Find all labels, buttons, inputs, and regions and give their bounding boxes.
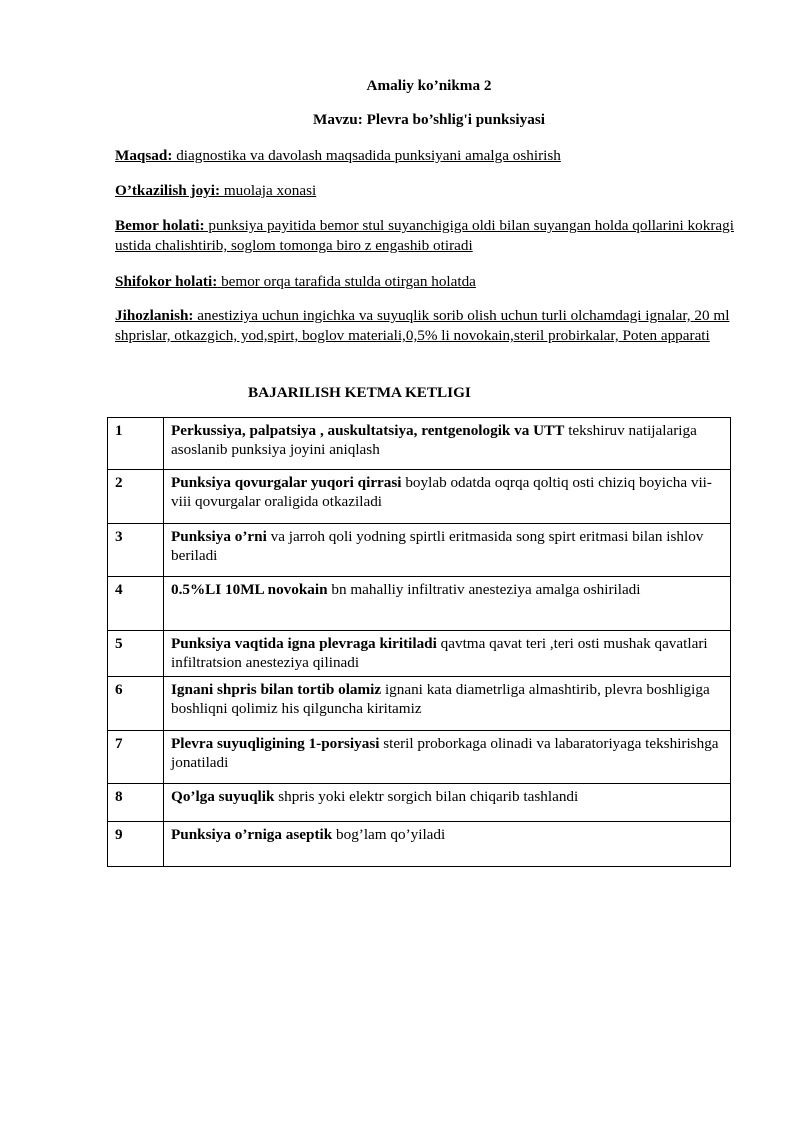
step-number: 7 <box>108 731 164 784</box>
field-value: punksiya payitida bemor stul suyanchigiga oldi bilan suyangan holda qollarini kokragi ustida chalishtirib, soglom tomonga biro z engashib otiradi <box>115 217 734 254</box>
step-text <box>164 677 731 731</box>
step-bold-text: Qo’lga suyuqlik <box>171 788 275 805</box>
table-row <box>108 631 731 677</box>
field-value: anestiziya uchun ingichka va suyuqlik sorib olish uchun turli olchamdagi ignalar, 20 ml shprislar, otkazgich, yod,spirt, boglov materiali,0,5% li novokain,steril probirkalar, Poten apparati <box>115 307 730 344</box>
step-number: 8 <box>108 784 164 822</box>
step-rest-text: boylab odatda oqrqa qoltiq osti chiziq boyicha vii-viii qovurgalar oraligida otkaziladi <box>171 474 712 510</box>
step-bold-text: 0.5%LI 10ML novokain <box>171 581 328 598</box>
field-value: bemor orqa tarafida stulda otirgan holatda <box>217 273 476 290</box>
step-number: 5 <box>108 631 164 677</box>
step-text <box>164 577 731 631</box>
table-row <box>108 677 731 731</box>
step-rest-text: tekshiruv natijalariga asoslanib punksiya joyini aniqlash <box>171 422 697 458</box>
field-label: Jihozlanish: <box>115 307 194 324</box>
step-text <box>164 524 731 577</box>
document-topic: Mavzu: Plevra bo’shlig'i punksiyasi <box>313 111 545 128</box>
field-maqsad <box>115 146 740 166</box>
step-number: 3 <box>108 524 164 577</box>
step-text <box>164 631 731 677</box>
field-label: Bemor holati: <box>115 217 205 234</box>
step-bold-text: Plevra suyuqligining 1-porsiyasi <box>171 735 380 752</box>
field-value: muolaja xonasi <box>220 182 317 199</box>
table-row <box>108 731 731 784</box>
document-title: Amaliy ko’nikma 2 <box>366 77 492 94</box>
step-rest-text: bn mahalliy infiltrativ anesteziya amalga oshiriladi <box>327 581 641 598</box>
table-row <box>108 418 731 470</box>
sequence-heading: BAJARILISH KETMA KETLIGI <box>248 384 471 401</box>
field-bemor-holati <box>115 216 740 256</box>
table-row <box>108 784 731 822</box>
step-rest-text: qavtma qavat teri ,teri osti mushak qavatlari infiltratsion anesteziya qilinadi <box>171 635 708 671</box>
table-row <box>108 577 731 631</box>
field-label: Maqsad: <box>115 147 173 164</box>
step-rest-text: bog’lam qo’yiladi <box>332 826 446 843</box>
step-text <box>164 822 731 867</box>
field-shifokor-holati <box>115 272 740 292</box>
field-label: O’tkazilish joyi: <box>115 182 221 199</box>
step-rest-text: ignani kata diametrliga almashtirib, plevra boshligiga boshliqni qolimiz his qilguncha kiritamiz <box>171 681 710 717</box>
field-jihozlanish <box>115 306 740 346</box>
steps-table <box>107 417 731 867</box>
step-bold-text: Punksiya o’rni <box>171 528 267 545</box>
step-bold-text: Ignani shpris bilan tortib olamiz <box>171 681 382 698</box>
step-number: 1 <box>108 418 164 470</box>
step-rest-text: shpris yoki elektr sorgich bilan chiqarib tashlandi <box>274 788 579 805</box>
step-number: 6 <box>108 677 164 731</box>
table-row <box>108 470 731 524</box>
table-row <box>108 524 731 577</box>
step-text <box>164 418 731 470</box>
step-bold-text: Perkussiya, palpatsiya , auskultatsiya, rentgenologik va UTT <box>171 422 565 439</box>
step-number: 4 <box>108 577 164 631</box>
field-value: diagnostika va davolash maqsadida punksiyani amalga oshirish <box>172 147 561 164</box>
step-rest-text: va jarroh qoli yodning spirtli eritmasida song spirt eritmasi bilan ishlov beriladi <box>171 528 704 564</box>
field-label: Shifokor holati: <box>115 273 218 290</box>
table-row <box>108 822 731 867</box>
step-rest-text: steril proborkaga olinadi va labaratoriyaga tekshirishga jonatiladi <box>171 735 719 771</box>
step-bold-text: Punksiya o’rniga aseptik <box>171 826 333 843</box>
step-bold-text: Punksiya vaqtida igna plevraga kiritiladi <box>171 635 437 652</box>
step-bold-text: Punksiya qovurgalar yuqori qirrasi <box>171 474 402 491</box>
step-text <box>164 784 731 822</box>
step-text <box>164 731 731 784</box>
step-number: 2 <box>108 470 164 524</box>
step-number: 9 <box>108 822 164 867</box>
step-text <box>164 470 731 524</box>
field-otkazilish-joyi <box>115 181 740 201</box>
